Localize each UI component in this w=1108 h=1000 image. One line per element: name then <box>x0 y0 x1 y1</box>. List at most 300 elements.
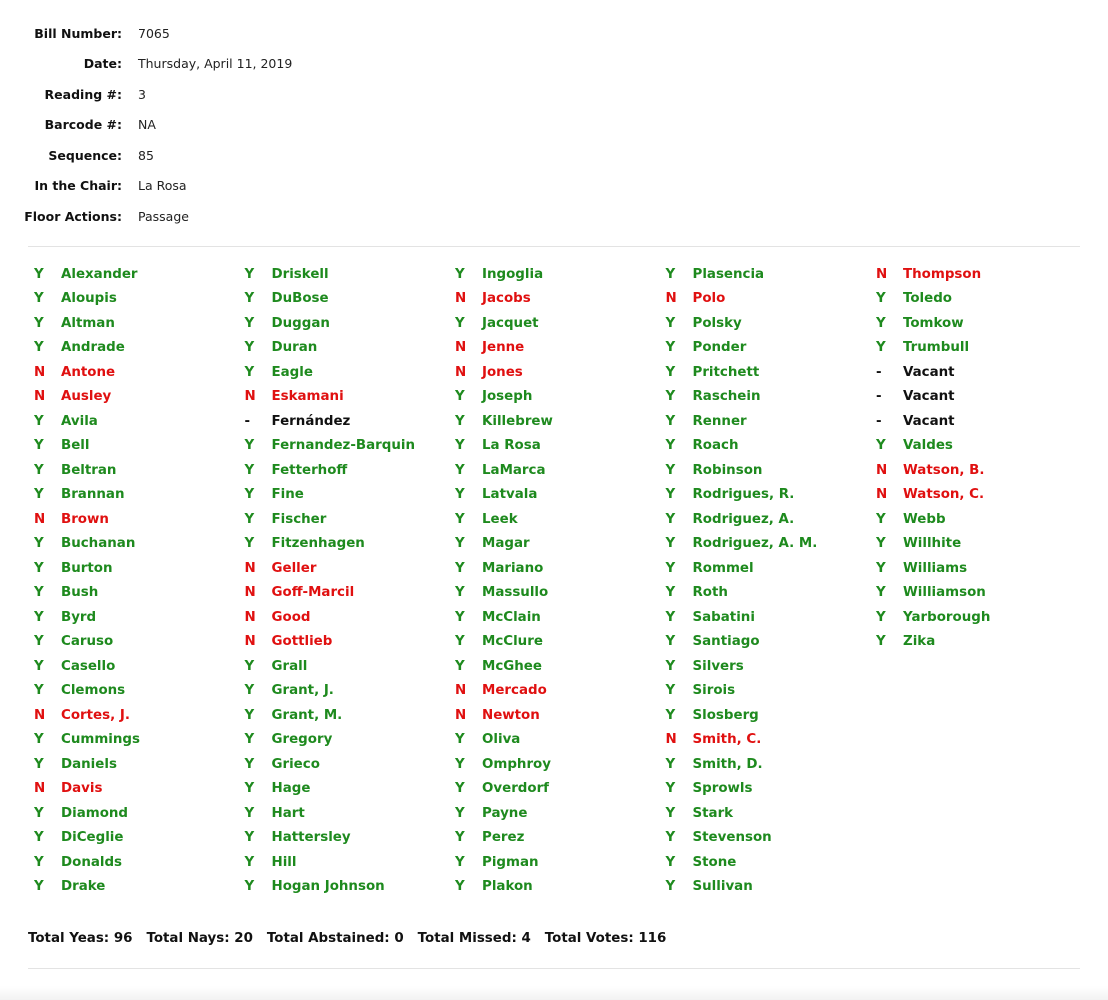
vote-row <box>28 311 239 336</box>
member-name: Beltran <box>61 462 117 478</box>
vote-code: N <box>455 683 467 699</box>
vote-code: Y <box>244 340 255 356</box>
member-name: Willhite <box>903 536 962 552</box>
member-name: Jones <box>482 364 523 380</box>
vote-code: Y <box>455 634 465 650</box>
vote-row <box>870 262 1081 287</box>
vote-code: Y <box>665 438 676 454</box>
vote-code: Y <box>34 315 44 331</box>
vote-code: N <box>34 511 46 527</box>
vote-code: Y <box>665 854 676 870</box>
vote-row <box>660 728 871 753</box>
vote-row <box>660 875 871 900</box>
vote-row <box>239 311 450 336</box>
member-name: Goff-Marcil <box>271 585 355 601</box>
vote-row <box>449 679 660 704</box>
vote-code: Y <box>876 634 886 650</box>
vote-column <box>449 262 660 899</box>
vote-code: Y <box>665 462 676 478</box>
member-name: Sirois <box>692 683 736 699</box>
vote-row <box>660 262 871 287</box>
vote-code: Y <box>455 413 465 429</box>
member-name: DiCeglie <box>61 830 124 846</box>
total-label: Total Yeas: <box>28 931 110 946</box>
vote-totals <box>28 931 680 946</box>
vote-code: N <box>665 291 677 307</box>
member-name: Buchanan <box>61 536 136 552</box>
vote-code: Y <box>876 315 886 331</box>
vote-row <box>28 728 239 753</box>
vote-code: Y <box>34 487 44 503</box>
member-name: LaMarca <box>482 462 546 478</box>
bill-info-row <box>0 49 292 80</box>
vote-code: N <box>244 560 256 576</box>
vote-code: Y <box>244 732 255 748</box>
vote-code: N <box>455 364 467 380</box>
vote-row <box>660 777 871 802</box>
vote-row <box>239 483 450 508</box>
total-item <box>418 931 531 946</box>
member-name: McClain <box>482 609 541 625</box>
vote-code: Y <box>876 560 886 576</box>
bill-info-row <box>0 171 292 202</box>
vote-row <box>449 703 660 728</box>
vote-row <box>28 336 239 361</box>
member-name: Pigman <box>482 854 539 870</box>
bill-info-value: 7065 <box>138 25 170 41</box>
member-name: Overdorf <box>482 781 550 797</box>
vote-row <box>28 826 239 851</box>
vote-row <box>660 360 871 385</box>
vote-row <box>449 875 660 900</box>
vote-code: N <box>455 340 467 356</box>
vote-row <box>870 458 1081 483</box>
vote-code: N <box>876 487 888 503</box>
member-name: Stevenson <box>692 830 772 846</box>
vote-code: Y <box>665 879 676 895</box>
member-name: Polsky <box>692 315 742 331</box>
member-name: Omphroy <box>482 756 551 772</box>
vote-code: N <box>244 634 256 650</box>
vote-row <box>239 703 450 728</box>
member-name: Good <box>271 609 311 625</box>
member-name: Andrade <box>61 340 125 356</box>
vote-code: Y <box>455 438 465 454</box>
member-name: Jenne <box>482 340 525 356</box>
vote-code: N <box>244 389 256 405</box>
vote-code: Y <box>34 830 44 846</box>
member-name: Rommel <box>692 560 754 576</box>
member-name: Clemons <box>61 683 126 699</box>
vote-row <box>870 605 1081 630</box>
vote-row <box>239 850 450 875</box>
member-name: Byrd <box>61 609 97 625</box>
vote-code: Y <box>34 683 44 699</box>
vote-code: Y <box>876 511 886 527</box>
vote-row <box>449 728 660 753</box>
vote-code: Y <box>876 438 886 454</box>
member-name: Burton <box>61 560 113 576</box>
total-value: 20 <box>234 931 253 946</box>
vote-code: Y <box>34 291 44 307</box>
top-divider <box>28 246 1080 247</box>
vote-column <box>28 262 239 899</box>
vote-row <box>239 777 450 802</box>
vote-row <box>660 654 871 679</box>
vote-row <box>660 458 871 483</box>
vote-row <box>660 532 871 557</box>
vote-code: Y <box>665 585 676 601</box>
vote-row <box>239 458 450 483</box>
vote-row <box>449 826 660 851</box>
vote-code: Y <box>34 756 44 772</box>
bill-info-label: Floor Actions: <box>24 208 122 224</box>
vote-code: Y <box>244 683 255 699</box>
vote-row <box>449 654 660 679</box>
vote-code: Y <box>34 536 44 552</box>
vote-code: Y <box>455 487 465 503</box>
vote-code: Y <box>244 805 255 821</box>
vote-code: Y <box>244 315 255 331</box>
vote-code: Y <box>455 536 465 552</box>
bill-info-value: 3 <box>138 86 146 102</box>
vote-row <box>870 360 1081 385</box>
vote-row <box>28 850 239 875</box>
member-name: Thompson <box>903 266 982 282</box>
vote-row <box>660 752 871 777</box>
member-name: McGhee <box>482 658 542 674</box>
vote-row <box>449 532 660 557</box>
vote-row <box>239 434 450 459</box>
member-name: Grieco <box>271 756 320 772</box>
vote-code: Y <box>244 830 255 846</box>
vote-row <box>239 752 450 777</box>
total-item <box>545 931 667 946</box>
bill-info-label: In the Chair: <box>34 178 122 194</box>
member-name: Williamson <box>903 585 986 601</box>
vote-code: Y <box>876 340 886 356</box>
member-name: Hattersley <box>271 830 351 846</box>
member-name: Watson, B. <box>903 462 985 478</box>
member-name: Brannan <box>61 487 125 503</box>
vote-row <box>870 336 1081 361</box>
vote-code: Y <box>665 487 676 503</box>
vote-code: Y <box>34 585 44 601</box>
vote-code: Y <box>34 658 44 674</box>
vote-code: Y <box>455 585 465 601</box>
vote-row <box>239 532 450 557</box>
member-name: Roach <box>692 438 739 454</box>
member-name: Plakon <box>482 879 533 895</box>
member-name: Antone <box>61 364 116 380</box>
vote-row <box>660 434 871 459</box>
vote-code: Y <box>244 658 255 674</box>
vote-row <box>28 654 239 679</box>
vote-row <box>239 409 450 434</box>
vote-code: N <box>244 585 256 601</box>
vote-row <box>28 875 239 900</box>
vote-code: Y <box>244 707 255 723</box>
vote-row <box>870 532 1081 557</box>
vote-code: - <box>876 364 882 380</box>
vote-row <box>449 777 660 802</box>
vote-row <box>660 605 871 630</box>
member-name: Fischer <box>271 511 327 527</box>
vote-code: Y <box>876 585 886 601</box>
vote-row <box>28 556 239 581</box>
member-name: Payne <box>482 805 528 821</box>
vote-row <box>28 801 239 826</box>
vote-row <box>28 507 239 532</box>
member-name: La Rosa <box>482 438 541 454</box>
member-name: Hart <box>271 805 305 821</box>
vote-code: Y <box>665 560 676 576</box>
vote-code: Y <box>244 879 255 895</box>
vote-row <box>28 605 239 630</box>
member-name: Cummings <box>61 732 140 748</box>
member-name: Cortes, J. <box>61 707 130 723</box>
vote-code: Y <box>665 389 676 405</box>
vote-row <box>239 728 450 753</box>
vote-row <box>239 336 450 361</box>
vote-code: Y <box>244 756 255 772</box>
member-name: Sprowls <box>692 781 753 797</box>
vote-row <box>660 287 871 312</box>
member-name: Alexander <box>61 266 138 282</box>
member-name: Eagle <box>271 364 313 380</box>
vote-row <box>239 556 450 581</box>
vote-row <box>28 458 239 483</box>
total-item <box>146 931 252 946</box>
total-label: Total Missed: <box>417 931 517 946</box>
bill-info-row <box>0 201 292 232</box>
vote-row <box>28 483 239 508</box>
vote-row <box>870 483 1081 508</box>
member-name: Fernandez-Barquin <box>271 438 415 454</box>
vote-row <box>239 801 450 826</box>
member-name: Tomkow <box>903 315 964 331</box>
member-name: Altman <box>61 315 115 331</box>
vote-row <box>28 532 239 557</box>
vote-code: Y <box>455 879 465 895</box>
vote-code: Y <box>665 634 676 650</box>
vote-code: Y <box>455 266 465 282</box>
vote-code: N <box>34 389 46 405</box>
member-name: Ausley <box>61 389 112 405</box>
vote-code: Y <box>34 879 44 895</box>
member-name: Bush <box>61 585 99 601</box>
member-name: Jacobs <box>482 291 531 307</box>
bill-info <box>0 18 292 232</box>
member-name: DuBose <box>271 291 329 307</box>
vote-code: Y <box>244 266 255 282</box>
bill-info-value: Passage <box>138 208 189 224</box>
bill-info-row <box>0 110 292 141</box>
bill-info-label: Sequence: <box>48 147 122 163</box>
vote-row <box>870 507 1081 532</box>
member-name: Vacant <box>903 389 955 405</box>
bill-info-label: Bill Number: <box>34 25 122 41</box>
vote-code: - <box>876 413 882 429</box>
vote-row <box>449 409 660 434</box>
member-name: Plasencia <box>692 266 765 282</box>
member-name: Perez <box>482 830 525 846</box>
member-name: Renner <box>692 413 747 429</box>
member-name: Latvala <box>482 487 538 503</box>
vote-row <box>28 581 239 606</box>
vote-code: Y <box>455 389 465 405</box>
member-name: Roth <box>692 585 728 601</box>
vote-code: Y <box>34 854 44 870</box>
vote-code: N <box>34 781 46 797</box>
member-name: Pritchett <box>692 364 760 380</box>
member-name: Driskell <box>271 266 329 282</box>
member-name: Polo <box>692 291 726 307</box>
vote-code: Y <box>665 511 676 527</box>
vote-code: Y <box>665 609 676 625</box>
vote-row <box>870 556 1081 581</box>
vote-row <box>449 581 660 606</box>
member-name: Rodriguez, A. M. <box>692 536 818 552</box>
member-name: Ponder <box>692 340 747 356</box>
vote-row <box>660 336 871 361</box>
vote-row <box>239 654 450 679</box>
member-name: Vacant <box>903 364 955 380</box>
vote-code: N <box>455 707 467 723</box>
vote-code: Y <box>665 707 676 723</box>
member-name: Sabatini <box>692 609 755 625</box>
total-value: 4 <box>521 931 531 946</box>
vote-code: N <box>665 732 677 748</box>
vote-code: Y <box>34 609 44 625</box>
member-name: Caruso <box>61 634 114 650</box>
vote-row <box>239 679 450 704</box>
vote-code: Y <box>34 438 44 454</box>
vote-row <box>870 581 1081 606</box>
member-name: Duggan <box>271 315 330 331</box>
bill-info-label: Reading #: <box>44 86 122 102</box>
vote-row <box>449 458 660 483</box>
vote-column <box>239 262 450 899</box>
vote-row <box>660 556 871 581</box>
vote-row <box>660 385 871 410</box>
member-name: Webb <box>903 511 946 527</box>
member-name: Oliva <box>482 732 521 748</box>
vote-code: Y <box>455 830 465 846</box>
vote-code: Y <box>665 340 676 356</box>
member-name: Williams <box>903 560 968 576</box>
member-name: Massullo <box>482 585 549 601</box>
vote-row <box>239 287 450 312</box>
member-name: Joseph <box>482 389 533 405</box>
bill-info-row <box>0 18 292 49</box>
total-label: Total Abstained: <box>266 931 390 946</box>
vote-code: Y <box>244 781 255 797</box>
bill-info-row <box>0 140 292 171</box>
vote-code: Y <box>34 413 44 429</box>
vote-code: Y <box>455 511 465 527</box>
bottom-divider <box>28 968 1080 969</box>
vote-code: Y <box>455 805 465 821</box>
vote-code: Y <box>244 291 255 307</box>
member-name: Gregory <box>271 732 333 748</box>
vote-code: Y <box>244 854 255 870</box>
member-name: Smith, C. <box>692 732 762 748</box>
vote-row <box>870 409 1081 434</box>
vote-code: - <box>244 413 251 429</box>
vote-code: Y <box>665 805 676 821</box>
vote-code: Y <box>244 511 255 527</box>
vote-row <box>239 385 450 410</box>
vote-code: Y <box>665 364 676 380</box>
vote-row <box>449 556 660 581</box>
member-name: Daniels <box>61 756 117 772</box>
vote-row <box>870 311 1081 336</box>
bill-info-value: Thursday, April 11, 2019 <box>138 56 293 72</box>
member-name: Stark <box>692 805 734 821</box>
vote-row <box>239 630 450 655</box>
total-value: 0 <box>394 931 404 946</box>
member-name: Leek <box>482 511 518 527</box>
vote-row <box>239 262 450 287</box>
member-name: Jacquet <box>482 315 539 331</box>
vote-code: N <box>455 291 467 307</box>
member-name: Davis <box>61 781 103 797</box>
vote-code: Y <box>455 462 465 478</box>
member-name: Drake <box>61 879 106 895</box>
bill-info-label: Barcode #: <box>44 117 122 133</box>
member-name: Avila <box>61 413 98 429</box>
vote-column <box>870 262 1081 899</box>
vote-code: Y <box>34 462 44 478</box>
vote-row <box>660 850 871 875</box>
member-name: Grant, M. <box>271 707 343 723</box>
vote-code: Y <box>455 560 465 576</box>
vote-row <box>660 826 871 851</box>
vote-row <box>449 605 660 630</box>
member-name: Watson, C. <box>903 487 985 503</box>
total-value: 96 <box>113 931 133 946</box>
vote-code: Y <box>665 315 676 331</box>
member-name: Gottlieb <box>271 634 333 650</box>
vote-code: Y <box>244 438 255 454</box>
member-name: Rodriguez, A. <box>692 511 795 527</box>
member-name: Mariano <box>482 560 544 576</box>
vote-row <box>449 287 660 312</box>
member-name: Hogan Johnson <box>271 879 385 895</box>
member-name: Bell <box>61 438 90 454</box>
vote-code: Y <box>665 830 676 846</box>
vote-row <box>449 385 660 410</box>
vote-code: Y <box>244 462 255 478</box>
vote-code: Y <box>34 340 44 356</box>
member-name: Mercado <box>482 683 547 699</box>
vote-row <box>28 777 239 802</box>
vote-row <box>239 875 450 900</box>
vote-row <box>239 507 450 532</box>
vote-code: Y <box>34 560 44 576</box>
vote-code: Y <box>665 658 676 674</box>
bill-info-value: NA <box>138 117 156 133</box>
vote-row <box>870 434 1081 459</box>
vote-column <box>660 262 871 899</box>
vote-row <box>449 311 660 336</box>
vote-row <box>449 262 660 287</box>
member-name: Hage <box>271 781 311 797</box>
vote-row <box>28 703 239 728</box>
member-name: Raschein <box>692 389 761 405</box>
vote-code: N <box>34 707 46 723</box>
